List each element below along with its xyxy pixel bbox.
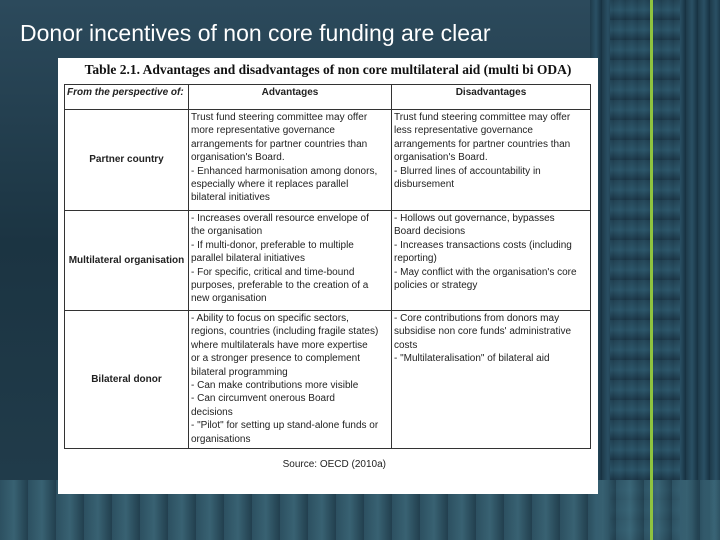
slide-title: Donor incentives of non core funding are clear <box>20 20 491 46</box>
advantages-line: - Enhanced harmonisation among donors, <box>191 165 378 177</box>
advantages-line: especially where it replaces parallel <box>191 179 349 191</box>
table-row <box>65 211 591 311</box>
advantages-line: - If multi-donor, preferable to multiple <box>191 239 354 251</box>
disadvantages-cell <box>392 110 591 211</box>
advantages-line: - Can make contributions more visible <box>191 380 359 392</box>
advantages-line: - Increases overall resource envelope of <box>191 213 369 224</box>
disadvantages-line: Trust fund steering committee may offer <box>394 112 571 123</box>
advantages-line: - Ability to focus on specific sectors, <box>191 313 349 324</box>
source-note: Source: OECD (2010a) <box>282 459 386 470</box>
advantages-line: more representative governance <box>191 125 335 137</box>
row-label: Multilateral organisation <box>65 211 189 311</box>
advantages-line: organisations <box>191 433 251 445</box>
advantages-line: organisation's Board. <box>191 152 285 164</box>
disadvantages-cell <box>392 311 591 449</box>
advantages-line: bilateral initiatives <box>191 192 270 204</box>
advantages-line: decisions <box>191 406 233 418</box>
advantages-line: new organisation <box>191 293 267 305</box>
advantages-line: bilateral programming <box>191 366 288 378</box>
disadvantages-line: subsidise non core funds' administrative <box>394 326 572 338</box>
disadvantages-line: policies or strategy <box>394 280 478 292</box>
disadvantages-line: costs <box>394 339 418 351</box>
document-image <box>58 58 598 494</box>
advantages-line: arrangements for partner countries than <box>191 138 368 150</box>
disadvantages-line: - May conflict with the organisation's core <box>394 266 577 278</box>
header-advantages: Advantages <box>189 85 392 110</box>
header-perspective: From the perspective of: <box>65 85 189 110</box>
disadvantages-line: - Core contributions from donors may <box>394 313 560 324</box>
advantages-line: purposes, preferable to the creation of a <box>191 280 369 292</box>
advantages-line: - "Pilot" for setting up stand-alone funds or <box>191 420 379 432</box>
table-row <box>65 110 591 211</box>
header-disadvantages: Disadvantages <box>392 85 591 110</box>
table-title: Table 2.1. Advantages and disadvantages of non core multilateral aid (multi bi ODA) <box>84 62 572 77</box>
table-row <box>65 311 591 449</box>
advantages-line: - Can circumvent onerous Board <box>191 393 335 405</box>
advantages-cell <box>189 110 392 211</box>
background-building-facade <box>610 0 680 540</box>
disadvantages-line: - Blurred lines of accountability in <box>394 165 541 177</box>
row-label: Bilateral donor <box>65 311 189 449</box>
advantages-cell <box>189 311 392 449</box>
disadvantages-line: reporting) <box>394 253 437 265</box>
advantages-line: parallel bilateral initiatives <box>191 253 305 265</box>
advantages-line: regions, countries (including fragile states) <box>191 326 379 338</box>
advantages-table <box>64 84 591 449</box>
advantages-line: the organisation <box>191 226 263 238</box>
disadvantages-line: less representative governance <box>394 125 533 137</box>
advantages-cell <box>189 211 392 311</box>
disadvantages-cell <box>392 211 591 311</box>
disadvantages-line: arrangements for partner countries than <box>394 138 571 150</box>
advantages-line: or a stronger presence to complement <box>191 353 360 365</box>
row-label: Partner country <box>65 110 189 211</box>
table-header-row <box>65 85 591 110</box>
disadvantages-line: organisation's Board. <box>394 152 488 164</box>
accent-line <box>650 0 653 540</box>
advantages-line: - For specific, critical and time-bound <box>191 266 355 278</box>
disadvantages-line: - Increases transactions costs (including <box>394 239 572 251</box>
disadvantages-line: - Hollows out governance, bypasses <box>394 213 555 224</box>
advantages-line: where multilaterals have more expertise <box>191 339 368 351</box>
disadvantages-line: - "Multilateralisation" of bilateral aid <box>394 353 550 365</box>
advantages-line: Trust fund steering committee may offer <box>191 112 368 123</box>
disadvantages-line: Board decisions <box>394 226 466 238</box>
disadvantages-line: disbursement <box>394 179 455 191</box>
